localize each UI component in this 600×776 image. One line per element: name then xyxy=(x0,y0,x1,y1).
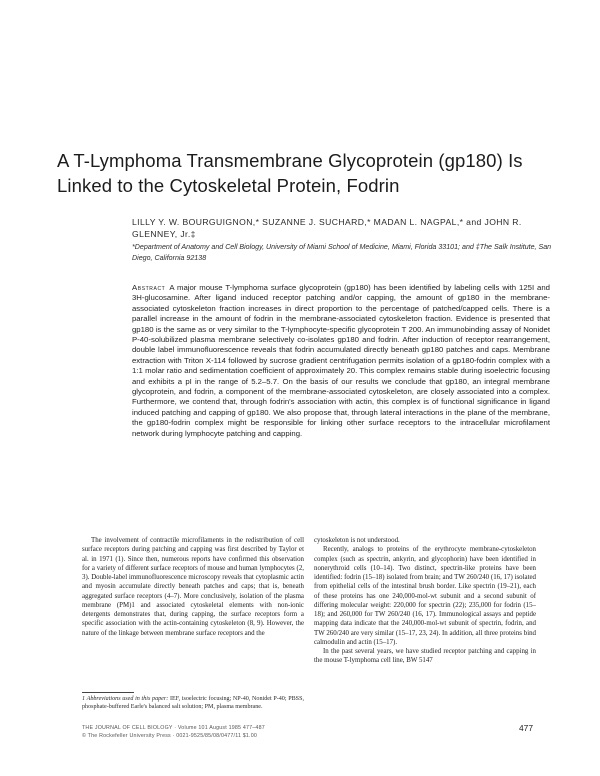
copyright-line: © The Rockefeller University Press · 0021-9525/85/08/0477/11 $1.00 xyxy=(82,732,258,739)
body-paragraph: In the past several years, we have studied receptor patching and capping in the mouse T-lymphoma cell line, BW 5147 xyxy=(314,648,536,665)
abstract xyxy=(132,283,550,439)
page-number: 477 xyxy=(519,723,533,733)
article-title: A T-Lymphoma Transmembrane Glycoprotein (gp180) Is Linked to the Cytoskeletal Protein, Fodrin xyxy=(57,150,523,196)
journal-line: THE JOURNAL OF CELL BIOLOGY · Volume 101 August 1985 477–487 xyxy=(82,725,265,731)
article-authors: LILLY Y. W. BOURGUIGNON,* SUZANNE J. SUCHARD,* MADAN L. NAGPAL,* and JOHN R. GLENNEY, Jr.‡ xyxy=(132,217,522,239)
body-paragraph: The involvement of contractile microfilaments in the redistribution of cell surface receptors during patching and capping was first described by Taylor et al. in 1971 (1). Since then, numerous reports have confirmed this observation for a variety of different surface receptors of mouse and human lymphocytes (2, 3). Double-label immunofluorescence microscopy reveals that cytoplasmic actin and myosin accumulate directly beneath patches and caps; that is, beneath aggregated surface receptors (4–7). More conclusively, isolation of the plasma membrane (PM)1 and associated cytoskeletal elements with non-ionic detergents demonstrates that, during capping, the surface receptors form a specific association with the actin-containing cytoskeleton (8, 9). However, the nature of the linkage between membrane surface receptors and the xyxy=(82,537,304,637)
abstract-label: Abstract xyxy=(132,283,166,292)
journal-citation xyxy=(82,725,342,740)
footnote-text: IEF, isoelectric focusing; NP-40, Nonidet P-40; PBSS, phosphate-buffered Earle's balanced salt solution; PM, plasma membrane. xyxy=(82,696,304,711)
footnote-rule xyxy=(82,692,134,693)
body-right-column xyxy=(314,536,536,754)
footnote xyxy=(82,695,304,712)
footnote-label: 1 Abbreviations used in this paper: xyxy=(82,696,169,702)
author-affiliation: *Department of Anatomy and Cell Biology, University of Miami School of Medicine, Miami, Florida 33101; and ‡The Salk Institute, San Diego, California 92138 xyxy=(132,243,552,262)
body-left-column xyxy=(82,536,304,671)
abstract-text: A major mouse T-lymphoma surface glycoprotein (gp180) has been identified by labeling cells with 125I and 3H-glucosamine. After ligand induced receptor patching and/or capping, the amount of gp180 in the membrane-associated cytoskeleton fraction increases in direct proportion to the percentage of patched/capped cells. There is a parallel increase in the amount of fodrin in the membrane-associated cytoskeleton fraction. Evidence is presented that gp180 is the same as or very similar to the T-lymphocyte-specific glycoprotein T 200. An immunobinding assay of Nonidet P-40-solubilized plasma membrane selectively co-isolates gp180 and fodrin. After induction of receptor rearrangement, double label immunofluorescence reveals that fodrin accumulated directly beneath gp180 patches and caps. Membrane extraction with Triton X-114 followed by sucrose gradient centrifugation permits isolation of a gp180-fodrin complex with a 1:1 molar ratio and sedimentation coefficient of approximately 20. This complex remains stable during isoelectric focusing and exhibits a pI in the range of 5.2–5.7. On the basis of our results we conclude that gp180, an integral membrane glycoprotein, and fodrin, a component of the membrane-associated cytoskeleton, are closely associated into a complex. Furthermore, we contend that, through fodrin's association with actin, this complex is of functional significance in ligand induced patching and capping of gp180. We also propose that, through lateral interactions in the plane of the membrane, the gp180-fodrin complex might be responsible for linking other surface receptors to the intracellular microfilament network during lymphocyte patching and capping. xyxy=(132,283,550,438)
body-paragraph: Recently, analogs to proteins of the erythrocyte membrane-cytoskeleton complex (such as spectrin, ankyrin, and glycophorin) have been identified in nonerythroid cells (10–14). Two distinct, spectrin-like proteins have been identified: fodrin (15–18) isolated from brain; and TW 260/240 (16, 17) isolated from epithelial cells of the intestinal brush border. Like spectrin (19–21), each of these proteins has one 240,000-mol-wt subunit and a second subunit of differing molecular weight: 220,000 for spectrin (22); 235,000 for fodrin (15–18); and 260,000 for TW 260/240 (16, 17). Immunological assays and peptide mapping data indicate that the 240,000-mol-wt subunit of spectrin, fodrin, and TW 260/240 are very similar (15–17, 23, 24). In addition, all three proteins bind calmodulin and actin (15–17). xyxy=(314,546,536,646)
body-paragraph: cytoskeleton is not understood. xyxy=(314,537,400,544)
